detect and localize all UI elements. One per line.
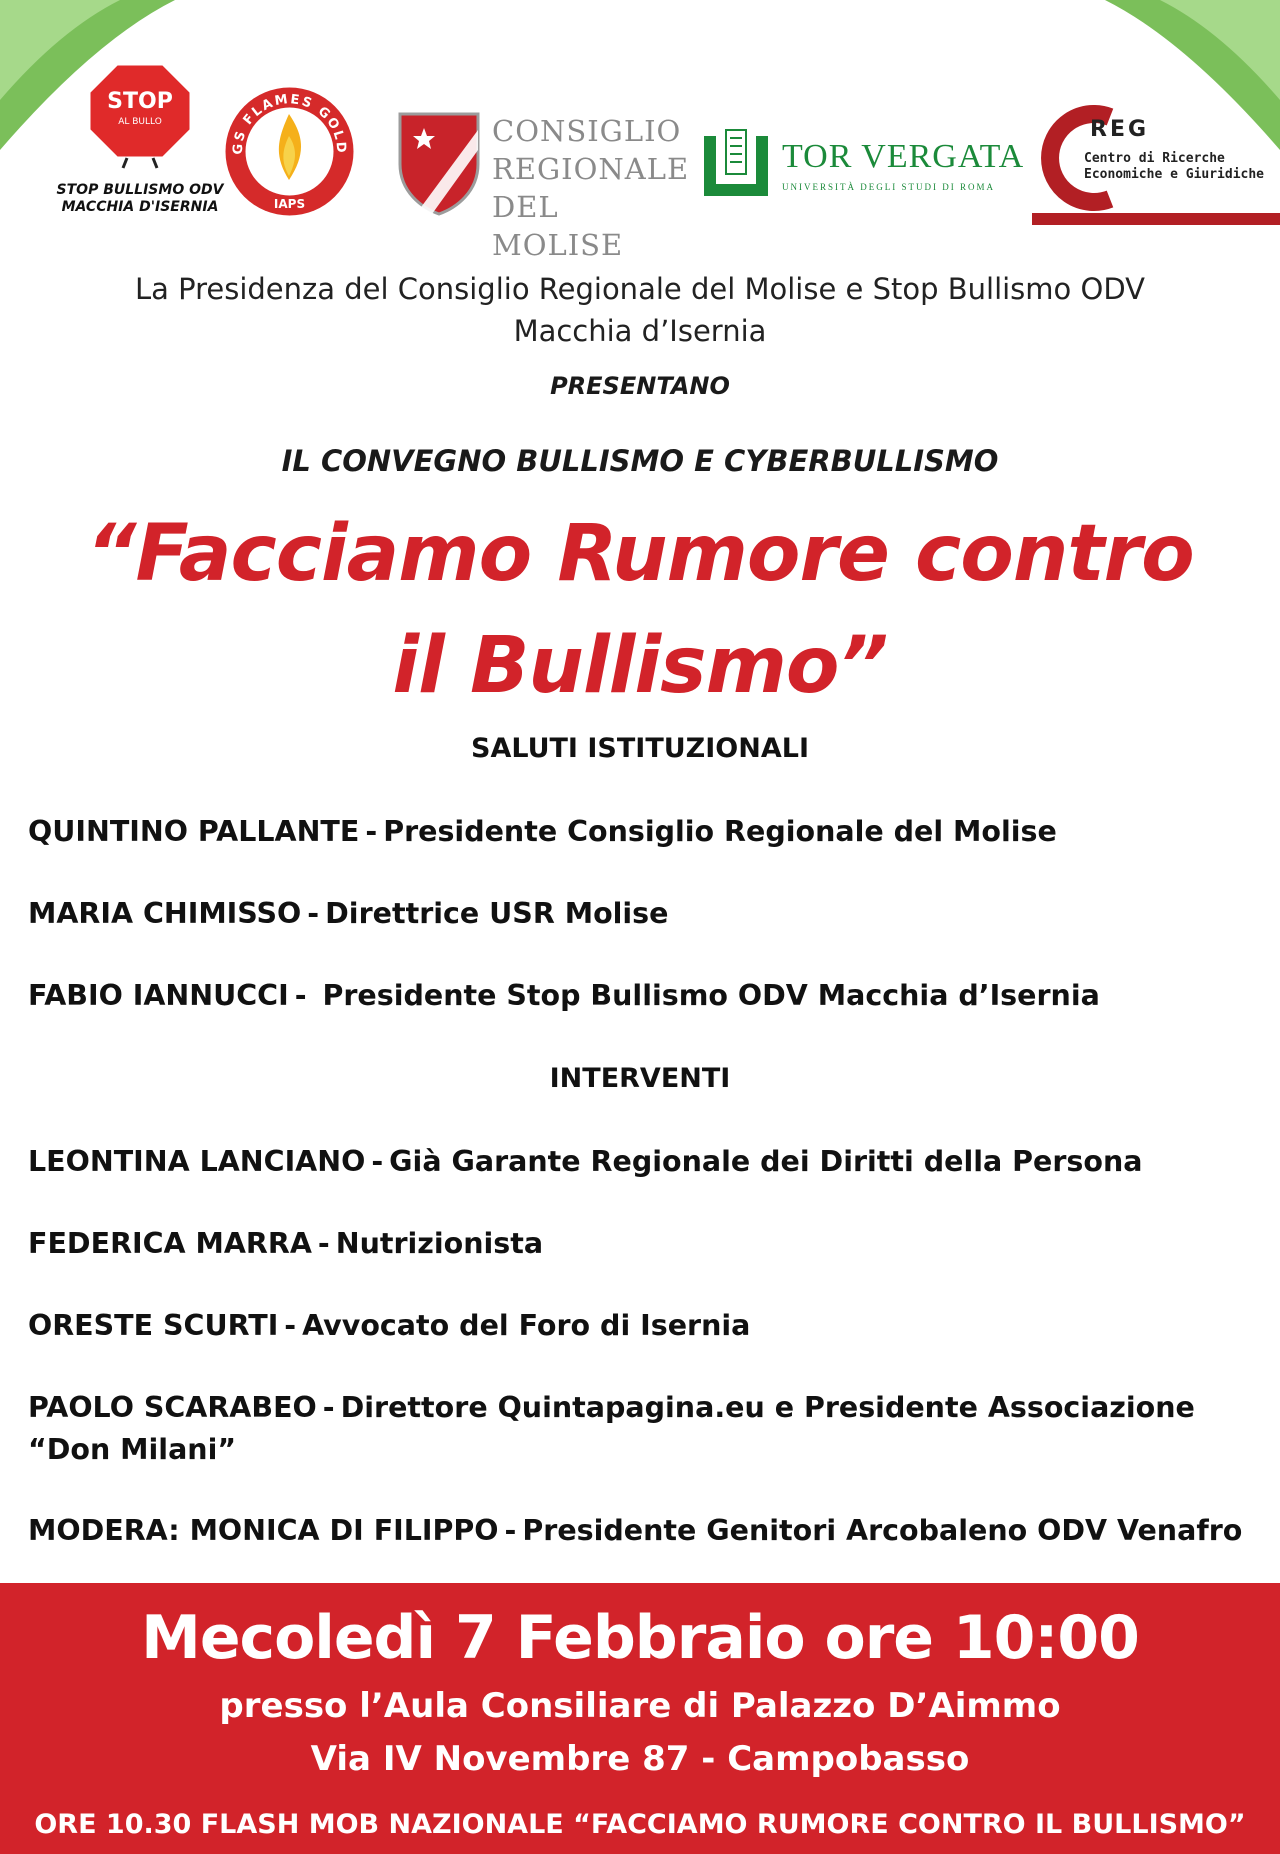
speaker-name: PAOLO SCARABEO xyxy=(28,1391,317,1424)
speaker-role: Direttrice USR Molise xyxy=(325,897,669,930)
stop-sign-sub: AL BULLO xyxy=(118,117,162,127)
speaker-separator: - xyxy=(317,1227,330,1260)
speaker-role: Già Garante Regionale dei Diritti della Persona xyxy=(389,1145,1143,1178)
gs-flames-gold-logo xyxy=(222,84,357,219)
speaker-name: FABIO IANNUCCI xyxy=(28,979,289,1012)
presentano-label: PRESENTANO xyxy=(550,372,730,400)
speaker-separator: - xyxy=(307,897,320,930)
stop-bullismo-logo xyxy=(50,60,230,230)
event-date: Mecoledì 7 Febbraio ore 10:00 xyxy=(141,1603,1139,1673)
tor-vergata-sub: UNIVERSITÀ DEGLI STUDI DI ROMA xyxy=(782,182,995,192)
stop-sign-text: STOP xyxy=(107,89,173,114)
stop-sign-mascot-icon xyxy=(85,60,195,170)
speaker-name: MODERA: MONICA DI FILIPPO xyxy=(28,1514,499,1547)
speaker-role: Presidente Consiglio Regionale del Molise xyxy=(383,815,1057,848)
speaker-row xyxy=(28,893,1268,935)
speaker-role: Presidente Genitori Arcobaleno ODV Venafro xyxy=(522,1514,1243,1547)
event-title xyxy=(0,498,1280,722)
speaker-separator: - xyxy=(504,1514,517,1547)
flash-mob-note: ORE 10.30 FLASH MOB NAZIONALE “FACCIAMO RUMORE CONTRO IL BULLISMO” xyxy=(34,1809,1246,1840)
intro-line1: La Presidenza del Consiglio Regionale del Molise e Stop Bullismo ODV xyxy=(134,272,1145,306)
consiglio-regionale-molise-logo xyxy=(396,110,696,262)
flames-bottom-text: IAPS xyxy=(273,197,306,211)
consiglio-line3: DEL MOLISE xyxy=(492,190,624,262)
speaker-separator: - xyxy=(294,979,317,1012)
speaker-name: LEONTINA LANCIANO xyxy=(28,1145,366,1178)
speaker-role: Nutrizionista xyxy=(335,1227,544,1260)
molise-shield-icon xyxy=(396,110,482,216)
speaker-row xyxy=(28,1387,1268,1471)
speaker-name: ORESTE SCURTI xyxy=(28,1309,279,1342)
speaker-role: Presidente Stop Bullismo ODV Macchia d’Isernia xyxy=(322,979,1100,1012)
partner-logos xyxy=(0,60,1280,262)
speaker-row xyxy=(28,975,1268,1017)
speaker-role: Direttore Quintapagina.eu e Presidente Associazione “Don Milani” xyxy=(28,1391,1195,1466)
speaker-separator: - xyxy=(365,815,378,848)
speaker-name: MARIA CHIMISSO xyxy=(28,897,302,930)
speaker-separator: - xyxy=(284,1309,297,1342)
speaker-name: FEDERICA MARRA xyxy=(28,1227,312,1260)
event-title-line2: il Bullismo” xyxy=(392,621,888,711)
consiglio-line1: CONSIGLIO xyxy=(492,114,682,148)
tor-vergata-logo xyxy=(702,128,1025,208)
stop-caption-line1: STOP BULLISMO ODV xyxy=(56,182,224,198)
flames-ring-text: GS FLAMES GOLD xyxy=(230,92,349,155)
speaker-separator: - xyxy=(371,1145,384,1178)
event-info-banner xyxy=(0,1583,1280,1854)
creg-sub-line2: Economiche e Giuridiche xyxy=(1084,167,1265,182)
event-venue: presso l’Aula Consiliare di Palazzo D’Aimmo xyxy=(219,1686,1061,1726)
speaker-name: QUINTINO PALLANTE xyxy=(28,815,360,848)
saluti-heading: SALUTI ISTITUZIONALI xyxy=(471,733,809,764)
speaker-row xyxy=(28,1305,1268,1347)
event-title-line1: “Facciamo Rumore contro xyxy=(86,509,1194,599)
speaker-row xyxy=(28,1223,1268,1265)
creg-title: REG xyxy=(1090,117,1150,142)
event-address: Via IV Novembre 87 - Campobasso xyxy=(310,1739,970,1779)
intro-line2: Macchia d’Isernia xyxy=(513,314,767,348)
tor-vergata-emblem-icon xyxy=(702,128,770,204)
speaker-row xyxy=(28,811,1268,853)
intro-text xyxy=(0,268,1280,352)
speaker-separator: - xyxy=(322,1391,335,1424)
consiglio-line2: REGIONALE xyxy=(492,152,690,186)
interventi-heading: INTERVENTI xyxy=(549,1063,731,1094)
speaker-row xyxy=(28,1141,1268,1183)
stop-caption-line2: MACCHIA D'ISERNIA xyxy=(61,199,219,215)
tor-vergata-title: TOR VERGATA xyxy=(782,138,1025,175)
creg-sub-line1: Centro di Ricerche xyxy=(1084,151,1225,166)
convegno-heading: IL CONVEGNO BULLISMO E CYBERBULLISMO xyxy=(281,444,999,478)
speaker-row xyxy=(28,1510,1268,1552)
speaker-role: Avvocato del Foro di Isernia xyxy=(302,1309,751,1342)
creg-logo xyxy=(1032,105,1280,230)
